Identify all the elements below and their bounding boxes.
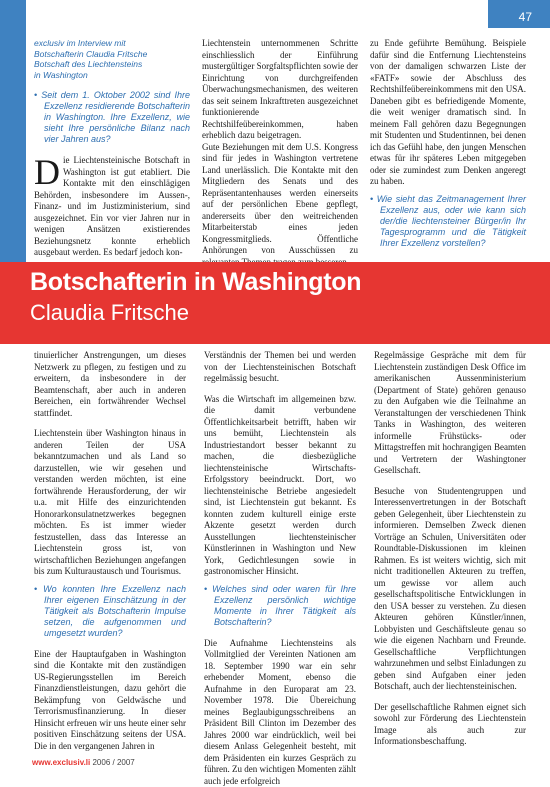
question-text: Welches sind oder waren für Ihre Exzellenz persönlich wichtige Momente in Ihrer Tätigkeit als Botschafterin? [212,584,356,627]
question-text: Seit dem 1. Oktober 2002 sind Ihre Exzellenz residierende Botschafterin in Washington. Ihre Exzellenz, wie sieht Ihre persönliche Bilanz nach vier Jahren aus? [41,90,190,144]
bottom-column-3 [374,350,526,748]
question-1: • Seit dem 1. Oktober 2002 sind Ihre Exzellenz residierende Botschafterin in Washington. Ihre Exzellenz, wie sieht Ihre persönliche Bilanz nach vier Jahren aus? [34,90,190,145]
question-2: • Wie sieht das Zeitmanagement Ihrer Exzellenz aus, oder wie kann sich der/die liechtensteiner Bürger/in Ihr Tagesprogramm und die Tätigkeit Ihrer Exzellenz vorstellen? [370,194,526,249]
bottom-column-2 [204,350,356,787]
footer-url[interactable]: www.exclusiv.li [32,758,90,767]
blue-accent-bar [0,0,26,262]
top-column-1 [34,38,190,259]
question-3: • Wo konnten Ihre Exzellenz nach Ihrer eigenen Einschätzung in der Tätigkeit als Botschafterin Impulse setzen, die aufgenommen und umgesetzt wurden? [34,584,186,639]
paragraph: Die Aufnahme Liechtensteins als Vollmitglied der Vereinten Nationen am 18. September 1990 war ein sehr erhebender Moment, ebenso die Aufnahme in den Europarat am 23. November 1978. Die Übereichung meines Beglaubigungsschreibens an Präsident Bill Clinton im Dezember des Jahres 2000 war eindrücklich, weil bei diesem Anlass Gelegenheit besteht, mit dem Präsidenten ein kurzes Gespräch zu führen. Zu den wichtigen Momenten zählt auch jede erfolgreich [204,638,356,787]
paragraph: Der gesellschaftliche Rahmen eignet sich sowohl zur Förderung des Liechtenstein Image als auch zur Informationsbeschaffung. [374,702,526,748]
paragraph: Gute Beziehungen mit dem U.S. Kongress sind für jedes in Washington vertretene Land unerlässlich. Die Kontakte mit den Mitgliedern des Senats und des Repräsentantenhauses werden einerseits auf der persönlichen Ebene gepflegt, andererseits über den weitreichenden Mitarbeiterstab eines jeden Kongressmitglieds. Öffentliche Anhörungen von Ausschüssen zu [202,142,358,269]
article-title: Botschafterin in Washington [30,268,361,297]
paragraph: zu Ende geführte Bemühung. Beispiele dafür sind die Entfernung Liechtensteins von der damaligen schwarzen Liste der «FATF» sowie der Abschluss des Rechtshilfeübereinkommens mit den USA. Daneben gibt es befriedigende Momente, die weit weniger dramatisch sind. In meinem Fall gehören dazu Begegnungen mit Studenten und Studentinnen, bei denen ich das Gefühl habe, den jungen Menschen etwas für ihr späteres Leben mitgegeben oder sie zumindest zum Denken angeregt zu haben. [370,38,526,188]
paragraph: Verständnis der Themen bei und werden von der Liechtensteinischen Botschaft regelmässig besucht. [204,350,356,385]
paragraph: tinuierlicher Anstrengungen, um dieses Netzwerk zu pflegen, zu festigen und zu erweitern, da insbesondere in der Beamtenschaft, aber auch in anderen Bereichen, ein fortwährender Wechsel stattfindet. [34,350,186,419]
paragraph: Was die Wirtschaft im allgemeinen bzw. die damit verbundene Öffentlichkeitsarbeit betrifft, haben wir uns bemüht, Liechtenstein als Industriestandort besser bekannt zu machen, die diesbezügliche liechtensteinische Wirtschafts-Erfolgsstory beeindruckt. Dort, wo liechtensteinische Betriebe angesiedelt sind, ist Liechtenstein gut bekannt. Es konnten zudem kulturell einige erste Akzente gesetzt werden durch Ausstellungen liechtensteinischer Künstlerinnen in Washington und New York, Gedichtlesungen sowie in gastronomischer Hinsicht. [204,394,356,578]
footer-year: 2006 / 2007 [92,758,134,767]
page-number: 47 [519,10,532,24]
paragraph: Liechtenstein unternommenen Schritte einschliesslich der Einführung mustergültiger Sorgfaltspflichten sowie der Einrichtung von durchgreifenden Überwachungsmechanismen, des weiteren das seit seinem Inkrafttreten ausgezeichnet funktionierende Rechtshilfeübereinkommen, haben erheblich dazu beigetragen. [202,38,358,142]
paragraph: Regelmässige Gespräche mit dem für Liechtenstein zuständigen Desk Office im amerikanischen Aussenministerium (Department of State) gehören genauso zu den Aufgaben wie die Teilnahme an Veranstaltungen der verschiedenen Think Tanks in Washington, des weiteren informelle Frühstücks- oder Mittagstreffen mit hochrangigen Beamten und Vertretern der Washingtoner Gesellschaft. [374,350,526,477]
question-text: Wie sieht das Zeitmanagement Ihrer Exzellenz aus, oder wie kann sich der/die liechtensteiner Bürger/in Ihr Tagesprogramm und die Tätigkeit Ihrer Exzellenz vorstellen? [377,194,526,248]
answer-text: ie Liechtensteinische Botschaft in Washington ist gut etabliert. Die Kontakte mit den einschlägigen Behörden, insbesondere im Aussen-, Finanz- und im Justizministerium, sind ausgezeichnet. Ein vor vier Jahren nur in wenigen Ansätzen existierendes Beziehungsnetz konnte erheblich ausgebaut werden. Es bedarf jedoch kon- [34,155,190,257]
paragraph: Liechtenstein über Washington hinaus in anderen Teilen der USA bekanntzumachen und als Land so darzustellen, wie wir gesehen und verstanden werden möchten, ist eine fortwährende Herausforderung, der wir u.a. mit Hilfe des einzurichtenden Honorarkonsulatnetzwerkes begegnen möchten. Es ist immer wieder festzustellen, dass das Interesse an Liechtenstein gross ist, von wirtschaftlichen Beziehungen angefangen bis zum Kulturaustausch und Tourismus. [34,428,186,578]
drop-cap: D [34,157,60,187]
title-banner [0,262,550,344]
interview-intro [34,38,190,80]
top-column-2 [202,38,358,268]
intro-line: Botschaft des Liechtensteins [34,59,190,70]
paragraph: Besuche von Studentengruppen und Interessenvertretungen in der Botschaft geben Gelegenheit, über Liechtenstein zu informieren. Demselben Zweck dienen Vorträge an Schulen, Universitäten oder Roundtable-Diskussionen im kleinen Rahmen. Es ist weiters wichtig, sich mit nicht traditionellen Akteuren zu treffen, um gewisse vor allem auch gesellschaftspolitische Entwicklungen in den USA besser zu verstehen. Zu diesen Akteuren gehören Künstler/innen, Lobbyisten und Geschäftsleute genau so wie die eigenen Nachbarn und Freunde. Gesellschaftliche Verpflichtungen wahrzunehmen und selbst Einladungen zu geben sind Aufgaben einer jeden Botschaft, auch der liechtensteinischen. [374,486,526,693]
question-text: Wo konnten Ihre Exzellenz nach Ihrer eigenen Einschätzung in der Tätigkeit als Botschafterin Impulse setzen, die aufgenommen und umgesetzt wurden? [43,584,186,638]
bottom-section [34,350,526,750]
top-column-3 [370,38,526,259]
intro-line: exclusiv im Interview mit [34,38,190,49]
top-section [34,38,526,260]
article-subtitle: Claudia Fritsche [30,300,189,326]
question-4: • Welches sind oder waren für Ihre Exzellenz persönlich wichtige Momente in Ihrer Tätigkeit als Botschafterin? [204,584,356,628]
footer [32,758,135,767]
answer-1 [34,155,190,259]
intro-line: Botschafterin Claudia Fritsche [34,49,190,60]
bottom-column-1 [34,350,186,752]
paragraph: Eine der Hauptaufgaben in Washington sind die Kontakte mit den zuständigen US-Regierungsstellen im Bereich Finanzdienstleistungen, dazu gehört die Bekämpfung von Geldwäsche und Terrorismusfinanzierung. In dieser Hinsicht erfreuen wir uns heute einer sehr positiven Einschätzung seitens der USA. Die in den vergangenen Jahren in [34,649,186,753]
intro-line: in Washington [34,70,190,81]
